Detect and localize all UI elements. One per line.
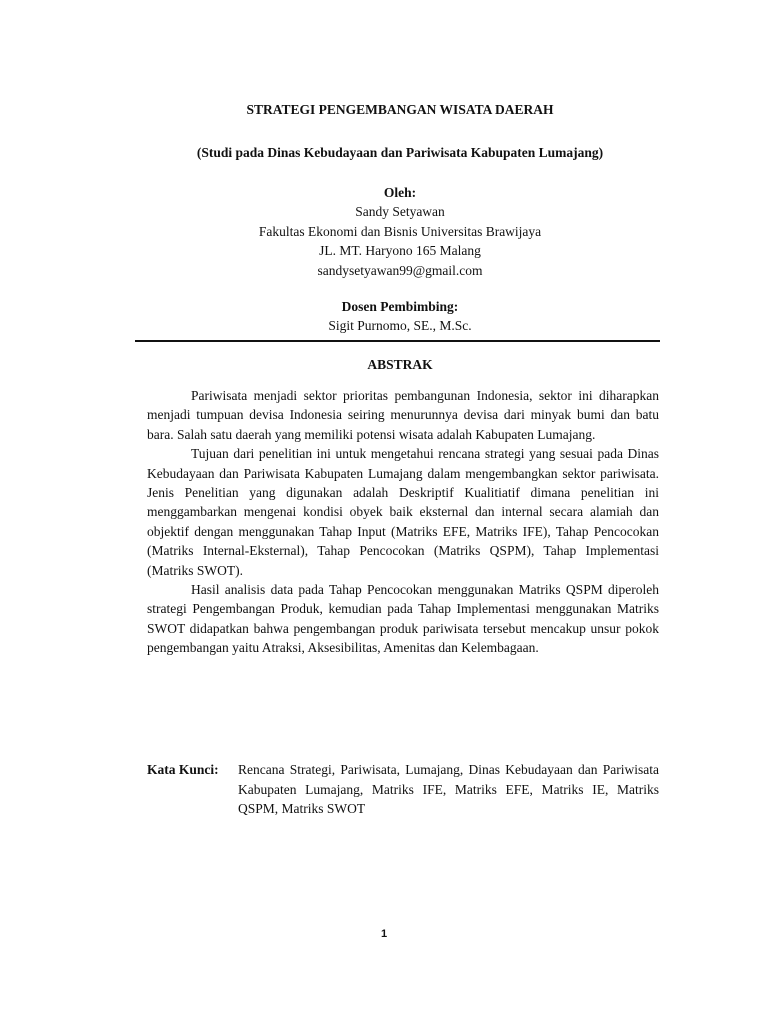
keywords-text: Rencana Strategi, Pariwisata, Lumajang, Dinas Kebudayaan dan Pariwisata Kabupaten Lumajang, Matriks IFE, Matriks EFE, Matriks IE, Matriks QSPM, Matriks SWOT — [238, 762, 659, 816]
paper-subtitle: (Studi pada Dinas Kebudayaan dan Pariwisata Kabupaten Lumajang) — [196, 145, 604, 160]
section-divider — [135, 340, 660, 342]
keywords-block — [147, 760, 659, 819]
paper-title: STRATEGI PENGEMBANGAN WISATA DAERAH — [246, 102, 554, 117]
author-label: Oleh: — [383, 185, 417, 200]
supervisor-name: Sigit Purnomo, SE., M.Sc. — [328, 318, 472, 333]
abstract-paragraph: Pariwisata menjadi sektor prioritas pembangunan Indonesia, sektor ini diharapkan menjadi tumpuan devisa Indonesia seiring menurunnya devisa dari minyak bumi dan batu bara. Salah satu daerah yang memiliki potensi wisata adalah Kabupaten Lumajang. — [147, 388, 659, 442]
abstract-paragraph: Tujuan dari penelitian ini untuk mengetahui rencana strategi yang sesuai pada Dinas Kebudayaan dan Pariwisata Kabupaten Lumajang dalam mengembangkan sektor pariwisata. Jenis Penelitian yang digunakan adalah Deskriptif Kualitiatif dimana penelitian ini menggambarkan mengenai kondisi obyek baik eksternal dan internal secara alamiah dan objektif dengan menggunakan Tahap Input (Matriks EFE, Matriks IFE), Tahap Pencocokan (Matriks Internal-Eksternal), Tahap Pencocokan (Matriks QSPM), Tahap Implementasi (Matriks SWOT). — [147, 446, 659, 578]
author-block — [100, 202, 700, 280]
author-affiliation: Fakultas Ekonomi dan Bisnis Universitas Brawijaya — [258, 223, 542, 239]
abstract-paragraph: Hasil analisis data pada Tahap Pencocokan menggunakan Matriks QSPM diperoleh strategi Pengembangan Produk, kemudian pada Tahap Implementasi menggunakan Matriks SWOT didapatkan bahwa pengembangan produk pariwisata tersebut mencakup unsur pokok pengembangan yaitu Atraksi, Aksesibilitas, Amenitas dan Kelembagaan. — [147, 582, 659, 656]
author-address: JL. MT. Haryono 165 Malang — [319, 243, 481, 258]
author-email: sandysetyawan99@gmail.com — [317, 262, 483, 278]
abstract-heading: ABSTRAK — [367, 357, 433, 372]
author-name: Sandy Setyawan — [355, 204, 445, 219]
keywords-label: Kata Kunci: — [147, 762, 219, 777]
abstract-body — [147, 386, 659, 658]
supervisor-label: Dosen Pembimbing: — [341, 299, 459, 314]
page-number: 1 — [380, 928, 388, 940]
